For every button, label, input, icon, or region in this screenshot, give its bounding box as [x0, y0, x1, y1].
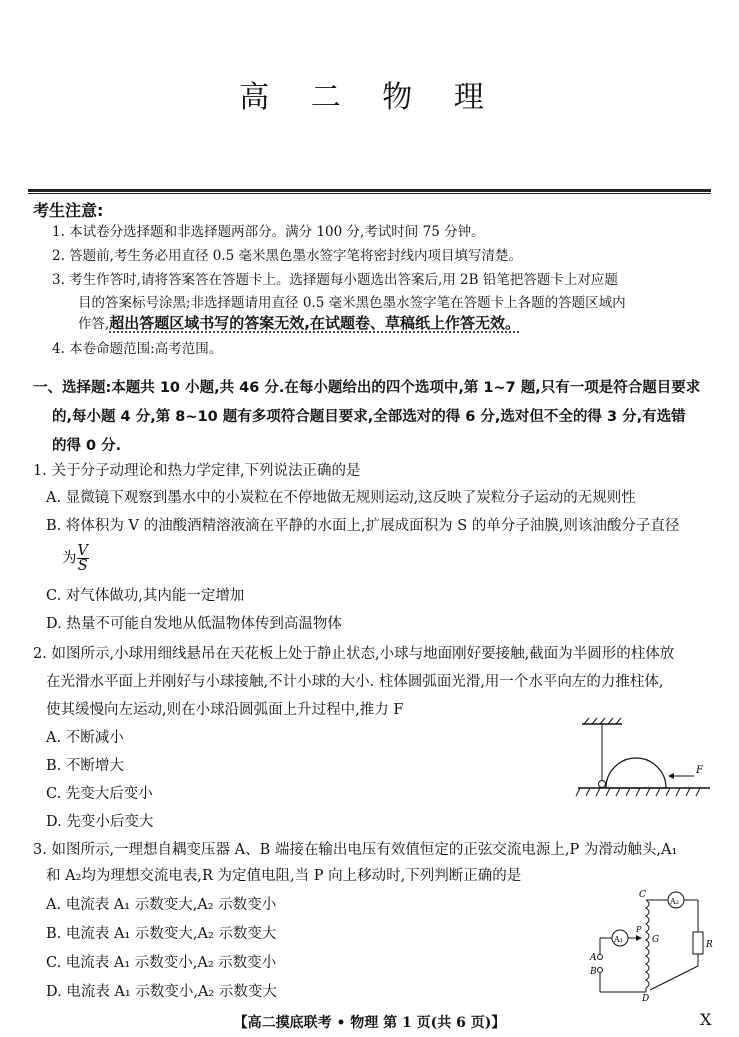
header-rule — [28, 189, 711, 192]
q1-option-d: D. 热量不可能自发地从低温物体传到高温物体 — [46, 616, 342, 632]
fraction-v-over-s — [77, 544, 89, 573]
notice-item-4: 4. 本卷命题范围:高考范围。 — [52, 341, 223, 357]
section-instructions-line2: 的,每小题 4 分,第 8~10 题有多项符合题目要求,全部选对的得 6 分,选对但不全的得 3 分,有选错 — [52, 409, 686, 425]
q2-stem-3: 使其缓慢向左运动,则在小球沿圆弧面上升过程中,推力 F — [46, 702, 404, 718]
q2-option-d: D. 先变小后变大 — [46, 814, 154, 830]
label-a1: A₁ — [614, 935, 623, 944]
q2-option-c: C. 先变大后变小 — [46, 786, 153, 802]
header-rule-thin — [28, 193, 711, 194]
terminal-b — [598, 968, 603, 973]
q1-option-b-prefix: 为 — [62, 550, 77, 567]
notice-emphasis: 超出答题区域书写的答案无效,在试题卷、草稿纸上作答无效。 — [109, 314, 520, 332]
label-b: B — [590, 967, 597, 977]
fraction-numerator: V — [77, 543, 88, 559]
q3-stem-1: 3. 如图所示,一理想自耦变压器 A、B 端接在输出电压有效值恒定的正弦交流电源上,P 为滑动触头,A₁ — [33, 842, 678, 858]
label-a2: A₂ — [670, 897, 679, 906]
q2-stem-2: 在光滑水平面上并刚好与小球接触,不计小球的大小. 柱体圆弧面光滑,用一个水平向左的力推柱体, — [46, 674, 664, 690]
notice-item-3-end — [78, 312, 520, 333]
page-footer: 【高二摸底联考 • 物理 第 1 页(共 6 页)】 — [233, 1015, 506, 1031]
notice-item-3: 3. 考生作答时,请将答案答在答题卡上。选择题每小题选出答案后,用 2B 铅笔把答题卡上对应题 — [52, 272, 618, 288]
q2-stem-1: 2. 如图所示,小球用细线悬吊在天花板上处于静止状态,小球与地面刚好要接触,截面为半圆形的柱体放 — [33, 646, 675, 662]
section-instructions-line3: 的得 0 分. — [52, 438, 122, 454]
notice-item-2: 2. 答题前,考生务必用直径 0.5 毫米黑色墨水签字笔将密封线内项目填写清楚。 — [52, 248, 523, 264]
ceiling — [582, 718, 622, 724]
arrow-head-icon — [668, 773, 674, 779]
terminal-a — [598, 955, 603, 960]
label-f: F — [696, 765, 703, 776]
label-r: R — [706, 940, 713, 950]
half-cylinder — [606, 758, 666, 788]
section-instructions-line1: 一、选择题:本题共 10 小题,共 46 分.在每小题给出的四个选项中,第 1~7 题,只有一项是符合题目要求 — [33, 380, 701, 396]
wire-bottom — [650, 966, 698, 990]
transformer-coil — [646, 900, 649, 988]
q1-option-a: A. 显微镜下观察到墨水中的小炭粒在不停地做无规则运动,这反映了炭粒分子运动的无规则性 — [46, 490, 636, 506]
q1-option-b-cont — [62, 544, 89, 573]
label-a: A — [590, 953, 597, 963]
q2-option-b: B. 不断增大 — [46, 758, 124, 774]
q1-option-b: B. 将体积为 V 的油酸酒精溶液滴在平静的水面上,扩展成面积为 S 的单分子油膜,则该油酸分子直径 — [46, 518, 680, 534]
notice-item-3-cont: 目的答案标号涂黑;非选择题请用直径 0.5 毫米黑色墨水签字笔在答题卡上各题的答题区域内 — [78, 295, 626, 311]
q3-option-b: B. 电流表 A₁ 示数变大,A₂ 示数变大 — [46, 926, 277, 942]
q2-figure — [570, 716, 715, 804]
label-g: G — [652, 935, 660, 945]
slider-p-icon — [636, 935, 642, 941]
notice-answer-prefix: 作答, — [78, 316, 110, 332]
ball — [599, 781, 606, 788]
q3-stem-2: 和 A₂均为理想交流电表,R 为定值电阻,当 P 向上移动时,下列判断正确的是 — [46, 868, 522, 884]
notice-heading: 考生注意: — [33, 201, 104, 220]
fraction-denominator: S — [77, 558, 88, 574]
paper-code: X — [700, 1010, 712, 1029]
q3-option-a: A. 电流表 A₁ 示数变大,A₂ 示数变小 — [46, 897, 277, 913]
notice-item-1: 1. 本试卷分选择题和非选择题两部分。满分 100 分,考试时间 75 分钟。 — [52, 224, 485, 240]
label-d: D — [642, 994, 650, 1004]
ground — [576, 788, 710, 796]
q3-option-d: D. 电流表 A₁ 示数变小,A₂ 示数变大 — [46, 984, 277, 1000]
resistor-r — [693, 932, 703, 954]
q3-circuit-figure — [582, 886, 712, 1002]
q3-option-c: C. 电流表 A₁ 示数变小,A₂ 示数变小 — [46, 955, 277, 971]
q1-stem: 1. 关于分子动理论和热力学定律,下列说法正确的是 — [33, 463, 361, 479]
page-title: 高 二 物 理 — [239, 80, 500, 115]
q1-option-c: C. 对气体做功,其内能一定增加 — [46, 588, 245, 604]
label-p: P — [636, 925, 642, 934]
q2-option-a: A. 不断减小 — [46, 730, 124, 746]
label-c: C — [639, 890, 646, 900]
